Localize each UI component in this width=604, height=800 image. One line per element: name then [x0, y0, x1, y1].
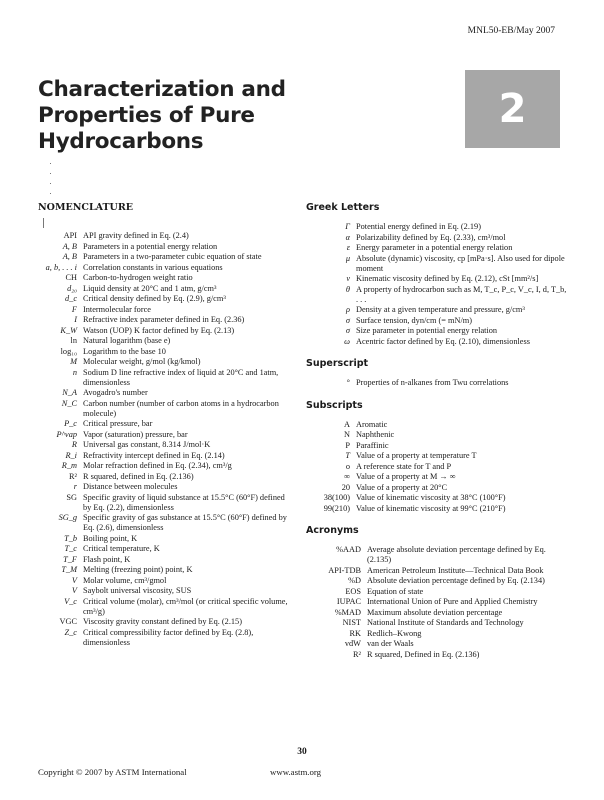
- item-definition: Potential energy defined in Eq. (2.19): [356, 222, 481, 231]
- item-definition: Value of kinematic viscosity at 38°C (100°F): [356, 493, 506, 502]
- item-symbol: T_b: [64, 533, 77, 543]
- item-symbol: V_c: [64, 596, 77, 606]
- list-item: [38, 326, 290, 336]
- list-item: [306, 493, 568, 503]
- list-item: [306, 274, 568, 284]
- list-item: [38, 576, 290, 586]
- list-item: [306, 618, 568, 628]
- list-item: [306, 305, 568, 315]
- item-symbol: 99(210): [323, 503, 350, 513]
- item-definition: Redlich–Kwong: [367, 628, 422, 638]
- item-definition: Carbon number (number of carbon atoms in a hydrocarbon molecule): [83, 398, 279, 418]
- list-item: [38, 347, 290, 357]
- copyright-notice: Copyright © 2007 by ASTM International: [38, 767, 187, 777]
- list-item: [38, 263, 290, 273]
- item-definition: American Petroleum Institute—Technical Data Book: [367, 565, 544, 575]
- item-definition: Properties of n-alkanes from Twu correlations: [356, 378, 509, 387]
- list-item: [306, 326, 568, 336]
- item-definition: A property of hydrocarbon such as M, T_c, P_c, V_c, I, d, T_b, . . .: [356, 284, 567, 304]
- item-definition: Boiling point, K: [83, 533, 138, 543]
- list-item: [306, 243, 568, 253]
- item-symbol: M: [70, 357, 77, 366]
- item-symbol: N_A: [62, 388, 77, 397]
- item-symbol: 20: [341, 482, 350, 492]
- item-symbol: A, B: [62, 252, 77, 261]
- item-symbol: σ: [345, 326, 350, 335]
- item-definition: Specific gravity of gas substance at 15.5°C (60°F) defined by Eq. (2.6), dimensionless: [83, 513, 287, 532]
- item-definition: Watson (UOP) K factor defined by Eq. (2.13): [83, 325, 235, 335]
- superscript-list: [306, 378, 568, 388]
- item-symbol: R²: [352, 649, 361, 659]
- item-symbol: vdW: [344, 639, 361, 648]
- item-definition: Universal gas constant, 8.314 J/mol·K: [83, 440, 211, 449]
- chapter-title-line: Characterization and: [38, 77, 286, 102]
- list-item: [306, 337, 568, 347]
- item-symbol: ∞: [344, 472, 350, 481]
- list-item: [306, 254, 568, 274]
- list-item: [38, 231, 290, 241]
- item-symbol: T_M: [61, 565, 77, 574]
- list-item: [38, 357, 290, 367]
- list-item: [306, 285, 568, 305]
- list-item: [306, 576, 568, 586]
- list-item: [38, 315, 290, 325]
- item-symbol: CH: [65, 273, 77, 282]
- item-definition: API gravity defined in Eq. (2.4): [83, 231, 189, 240]
- list-item: [38, 565, 290, 575]
- item-symbol: V: [71, 575, 77, 585]
- nomenclature-heading: NOMENCLATURE: [38, 202, 133, 213]
- item-symbol: n: [72, 367, 77, 377]
- item-definition: Size parameter in potential energy relation: [356, 326, 498, 335]
- item-symbol: log₁₀: [60, 346, 77, 356]
- item-symbol: ρ: [346, 305, 350, 314]
- item-definition: Intermolecular force: [83, 304, 151, 314]
- chapter-title-line: Properties of Pure: [38, 103, 255, 128]
- item-symbol: ln: [70, 336, 77, 345]
- item-definition: Molecular weight, g/mol (kg/kmol): [83, 357, 201, 366]
- item-symbol: I: [74, 315, 77, 324]
- item-definition: Distance between molecules: [83, 482, 178, 491]
- item-definition: Value of a property at temperature T: [356, 451, 477, 460]
- item-definition: Equation of state: [367, 586, 424, 596]
- item-definition: Viscosity gravity constant defined by Eq. (2.15): [83, 617, 242, 626]
- item-symbol: μ: [345, 253, 350, 263]
- list-item: [38, 368, 290, 388]
- list-item: [306, 650, 568, 660]
- item-definition: Average absolute deviation percentage defined by Eq. (2.135): [367, 545, 546, 564]
- list-item: [306, 451, 568, 461]
- list-item: [38, 617, 290, 627]
- chapter-title-line: Hydrocarbons: [38, 129, 204, 154]
- list-item: [306, 639, 568, 649]
- list-item: [38, 252, 290, 262]
- item-definition: Kinematic viscosity defined by Eq. (2.12), cSt [mm²/s]: [356, 274, 539, 283]
- list-item: [38, 273, 290, 283]
- list-item: [38, 461, 290, 471]
- item-symbol: V: [71, 586, 77, 595]
- item-symbol: P: [345, 440, 350, 450]
- item-symbol: T: [345, 451, 350, 460]
- item-symbol: P_c: [64, 419, 77, 428]
- item-definition: Critical volume (molar), cm³/mol (or critical specific volume, cm³/g): [83, 596, 288, 616]
- document-code: MNL50-EB/May 2007: [467, 26, 555, 36]
- superscript-heading: Superscript: [306, 358, 369, 369]
- item-symbol: NIST: [342, 618, 361, 627]
- item-symbol: R_i: [65, 450, 77, 460]
- list-item: [38, 242, 290, 252]
- list-item: [38, 284, 290, 294]
- item-definition: Molar refraction defined in Eq. (2.34), cm³/g: [83, 461, 232, 470]
- chapter-number: 2: [498, 86, 527, 132]
- page-number: 30: [297, 747, 307, 757]
- decorative-dots: [50, 163, 54, 203]
- item-symbol: P^vap: [56, 429, 77, 439]
- list-item: [38, 544, 290, 554]
- item-symbol: d_c: [65, 294, 77, 303]
- item-definition: R squared, Defined in Eq. (2.136): [367, 649, 480, 659]
- item-symbol: a, b, . . . i: [45, 262, 77, 272]
- item-definition: Surface tension, dyn/cm (= mN/m): [356, 315, 472, 325]
- item-definition: Parameters in a potential energy relation: [83, 241, 218, 251]
- list-item: [306, 441, 568, 451]
- list-item: [306, 545, 568, 565]
- item-symbol: 38(100): [323, 493, 350, 502]
- item-definition: Sodium D line refractive index of liquid at 20°C and 1atm, dimensionless: [83, 367, 279, 387]
- list-item: [38, 336, 290, 346]
- item-definition: Logarithm to the base 10: [83, 346, 166, 356]
- item-definition: Correlation constants in various equations: [83, 262, 223, 272]
- list-item: [306, 378, 568, 388]
- item-definition: Density at a given temperature and pressure, g/cm³: [356, 305, 525, 314]
- list-item: [38, 305, 290, 315]
- item-symbol: A: [344, 419, 350, 429]
- item-symbol: α: [345, 232, 350, 242]
- item-definition: Critical density defined by Eq. (2.9), g/cm³: [83, 294, 226, 303]
- item-symbol: %AAD: [336, 545, 361, 554]
- list-item: [306, 587, 568, 597]
- item-symbol: o: [345, 461, 350, 471]
- list-item: [306, 597, 568, 607]
- item-symbol: T_F: [63, 554, 77, 564]
- item-definition: Naphthenic: [356, 430, 395, 439]
- right-column: [306, 202, 568, 660]
- item-symbol: ω: [344, 336, 350, 346]
- list-item: [38, 451, 290, 461]
- list-item: [306, 316, 568, 326]
- item-definition: Aromatic: [356, 419, 388, 429]
- item-definition: Parameters in a two-parameter cubic equation of state: [83, 252, 262, 261]
- item-definition: Polarizability defined by Eq. (2.33), cm³/mol: [356, 232, 506, 242]
- list-item: [38, 388, 290, 398]
- item-symbol: °: [346, 378, 350, 387]
- subscripts-heading: Subscripts: [306, 399, 363, 411]
- subscripts-list: [306, 420, 568, 514]
- list-item: [306, 222, 568, 232]
- item-symbol: K_W: [60, 325, 77, 335]
- item-definition: Natural logarithm (base e): [83, 336, 171, 345]
- list-item: [38, 419, 290, 429]
- list-item: [38, 482, 290, 492]
- item-definition: Absolute deviation percentage defined by Eq. (2.134): [367, 576, 545, 585]
- list-item: [306, 472, 568, 482]
- item-symbol: d₂₀: [67, 283, 77, 293]
- item-symbol: VGC: [59, 617, 77, 626]
- item-symbol: θ: [345, 284, 350, 294]
- list-item: [38, 628, 290, 648]
- item-definition: Value of a property at 20°C: [356, 482, 448, 492]
- item-definition: Saybolt universal viscosity, SUS: [83, 586, 192, 595]
- acronyms-heading: Acronyms: [306, 525, 359, 536]
- list-item: [306, 420, 568, 430]
- list-item: [306, 233, 568, 243]
- item-symbol: Z_c: [64, 627, 77, 637]
- item-definition: Molar volume, cm³/gmol: [83, 575, 167, 585]
- item-definition: Critical temperature, K: [83, 544, 160, 553]
- item-symbol: SG_g: [58, 513, 77, 522]
- list-item: [306, 462, 568, 472]
- item-symbol: N_C: [61, 398, 77, 408]
- list-item: [38, 586, 290, 596]
- nomenclature-list: [38, 231, 290, 648]
- list-item: [38, 555, 290, 565]
- website-link[interactable]: www.astm.org: [270, 767, 322, 777]
- item-definition: Liquid density at 20°C and 1 atm, g/cm³: [83, 283, 217, 293]
- list-item: [306, 566, 568, 576]
- list-item: [306, 608, 568, 618]
- item-definition: Vapor (saturation) pressure, bar: [83, 429, 188, 439]
- item-symbol: R_m: [61, 461, 77, 470]
- item-definition: Flash point, K: [83, 554, 131, 564]
- list-item: [306, 430, 568, 440]
- decorative-tick: [43, 218, 44, 228]
- item-symbol: %MAD: [334, 607, 361, 617]
- item-symbol: F: [71, 304, 77, 314]
- item-symbol: N: [344, 430, 350, 439]
- item-definition: Paraffinic: [356, 440, 389, 450]
- item-symbol: A, B: [62, 241, 77, 251]
- chapter-title: [38, 77, 338, 155]
- item-symbol: %D: [348, 576, 361, 585]
- list-item: [38, 294, 290, 304]
- greek-letters-list: [306, 222, 568, 347]
- item-symbol: SG: [66, 492, 77, 502]
- item-symbol: Γ: [345, 222, 350, 231]
- item-definition: van der Waals: [367, 639, 414, 648]
- item-symbol: ν: [346, 274, 350, 283]
- item-definition: National Institute of Standards and Technology: [367, 618, 524, 627]
- item-symbol: R: [71, 440, 77, 449]
- item-definition: Value of a property at M → ∞: [356, 472, 456, 481]
- item-symbol: RK: [349, 628, 361, 638]
- list-item: [38, 472, 290, 482]
- item-definition: Specific gravity of liquid substance at 15.5°C (60°F) defined by Eq. (2.2), dimensionless: [83, 492, 285, 512]
- list-item: [38, 493, 290, 513]
- list-item: [38, 513, 290, 533]
- list-item: [306, 483, 568, 493]
- list-item: [38, 440, 290, 450]
- item-definition: International Union of Pure and Applied Chemistry: [367, 597, 538, 606]
- list-item: [306, 504, 568, 514]
- item-symbol: T_c: [64, 544, 77, 553]
- item-definition: Carbon-to-hydrogen weight ratio: [83, 273, 193, 282]
- item-definition: Absolute (dynamic) viscosity, cp [mPa·s]. Also used for dipole moment: [356, 253, 565, 273]
- list-item: [38, 597, 290, 617]
- item-symbol: API-TDB: [328, 565, 361, 575]
- item-definition: A reference state for T and P: [356, 461, 452, 471]
- item-definition: Energy parameter in a potential energy relation: [356, 243, 513, 252]
- item-symbol: API: [63, 231, 77, 240]
- item-definition: Maximum absolute deviation percentage: [367, 607, 503, 617]
- item-definition: Acentric factor defined by Eq. (2.10), dimensionless: [356, 336, 530, 346]
- item-symbol: ε: [346, 243, 350, 252]
- item-symbol: IUPAC: [336, 597, 361, 606]
- left-column: [38, 202, 290, 648]
- list-item: [38, 399, 290, 419]
- list-item: [38, 430, 290, 440]
- item-definition: Value of kinematic viscosity at 99°C (210°F): [356, 503, 506, 513]
- item-symbol: R²: [68, 471, 77, 481]
- item-definition: Avogadro's number: [83, 388, 148, 397]
- greek-letters-heading: Greek Letters: [306, 202, 380, 213]
- item-definition: R squared, defined in Eq. (2.136): [83, 471, 194, 481]
- item-definition: Critical pressure, bar: [83, 419, 153, 428]
- list-item: [38, 534, 290, 544]
- item-definition: Refractive index parameter defined in Eq. (2.36): [83, 315, 245, 324]
- chapter-number-box: [465, 70, 560, 148]
- item-definition: Critical compressibility factor defined by Eq. (2.8), dimensionless: [83, 627, 254, 647]
- item-definition: Melting (freezing point) point, K: [83, 565, 193, 574]
- item-definition: Refractivity intercept defined in Eq. (2.14): [83, 450, 225, 460]
- acronyms-list: [306, 545, 568, 660]
- list-item: [306, 629, 568, 639]
- item-symbol: σ: [345, 315, 350, 325]
- item-symbol: r: [73, 482, 77, 491]
- item-symbol: EOS: [345, 586, 361, 596]
